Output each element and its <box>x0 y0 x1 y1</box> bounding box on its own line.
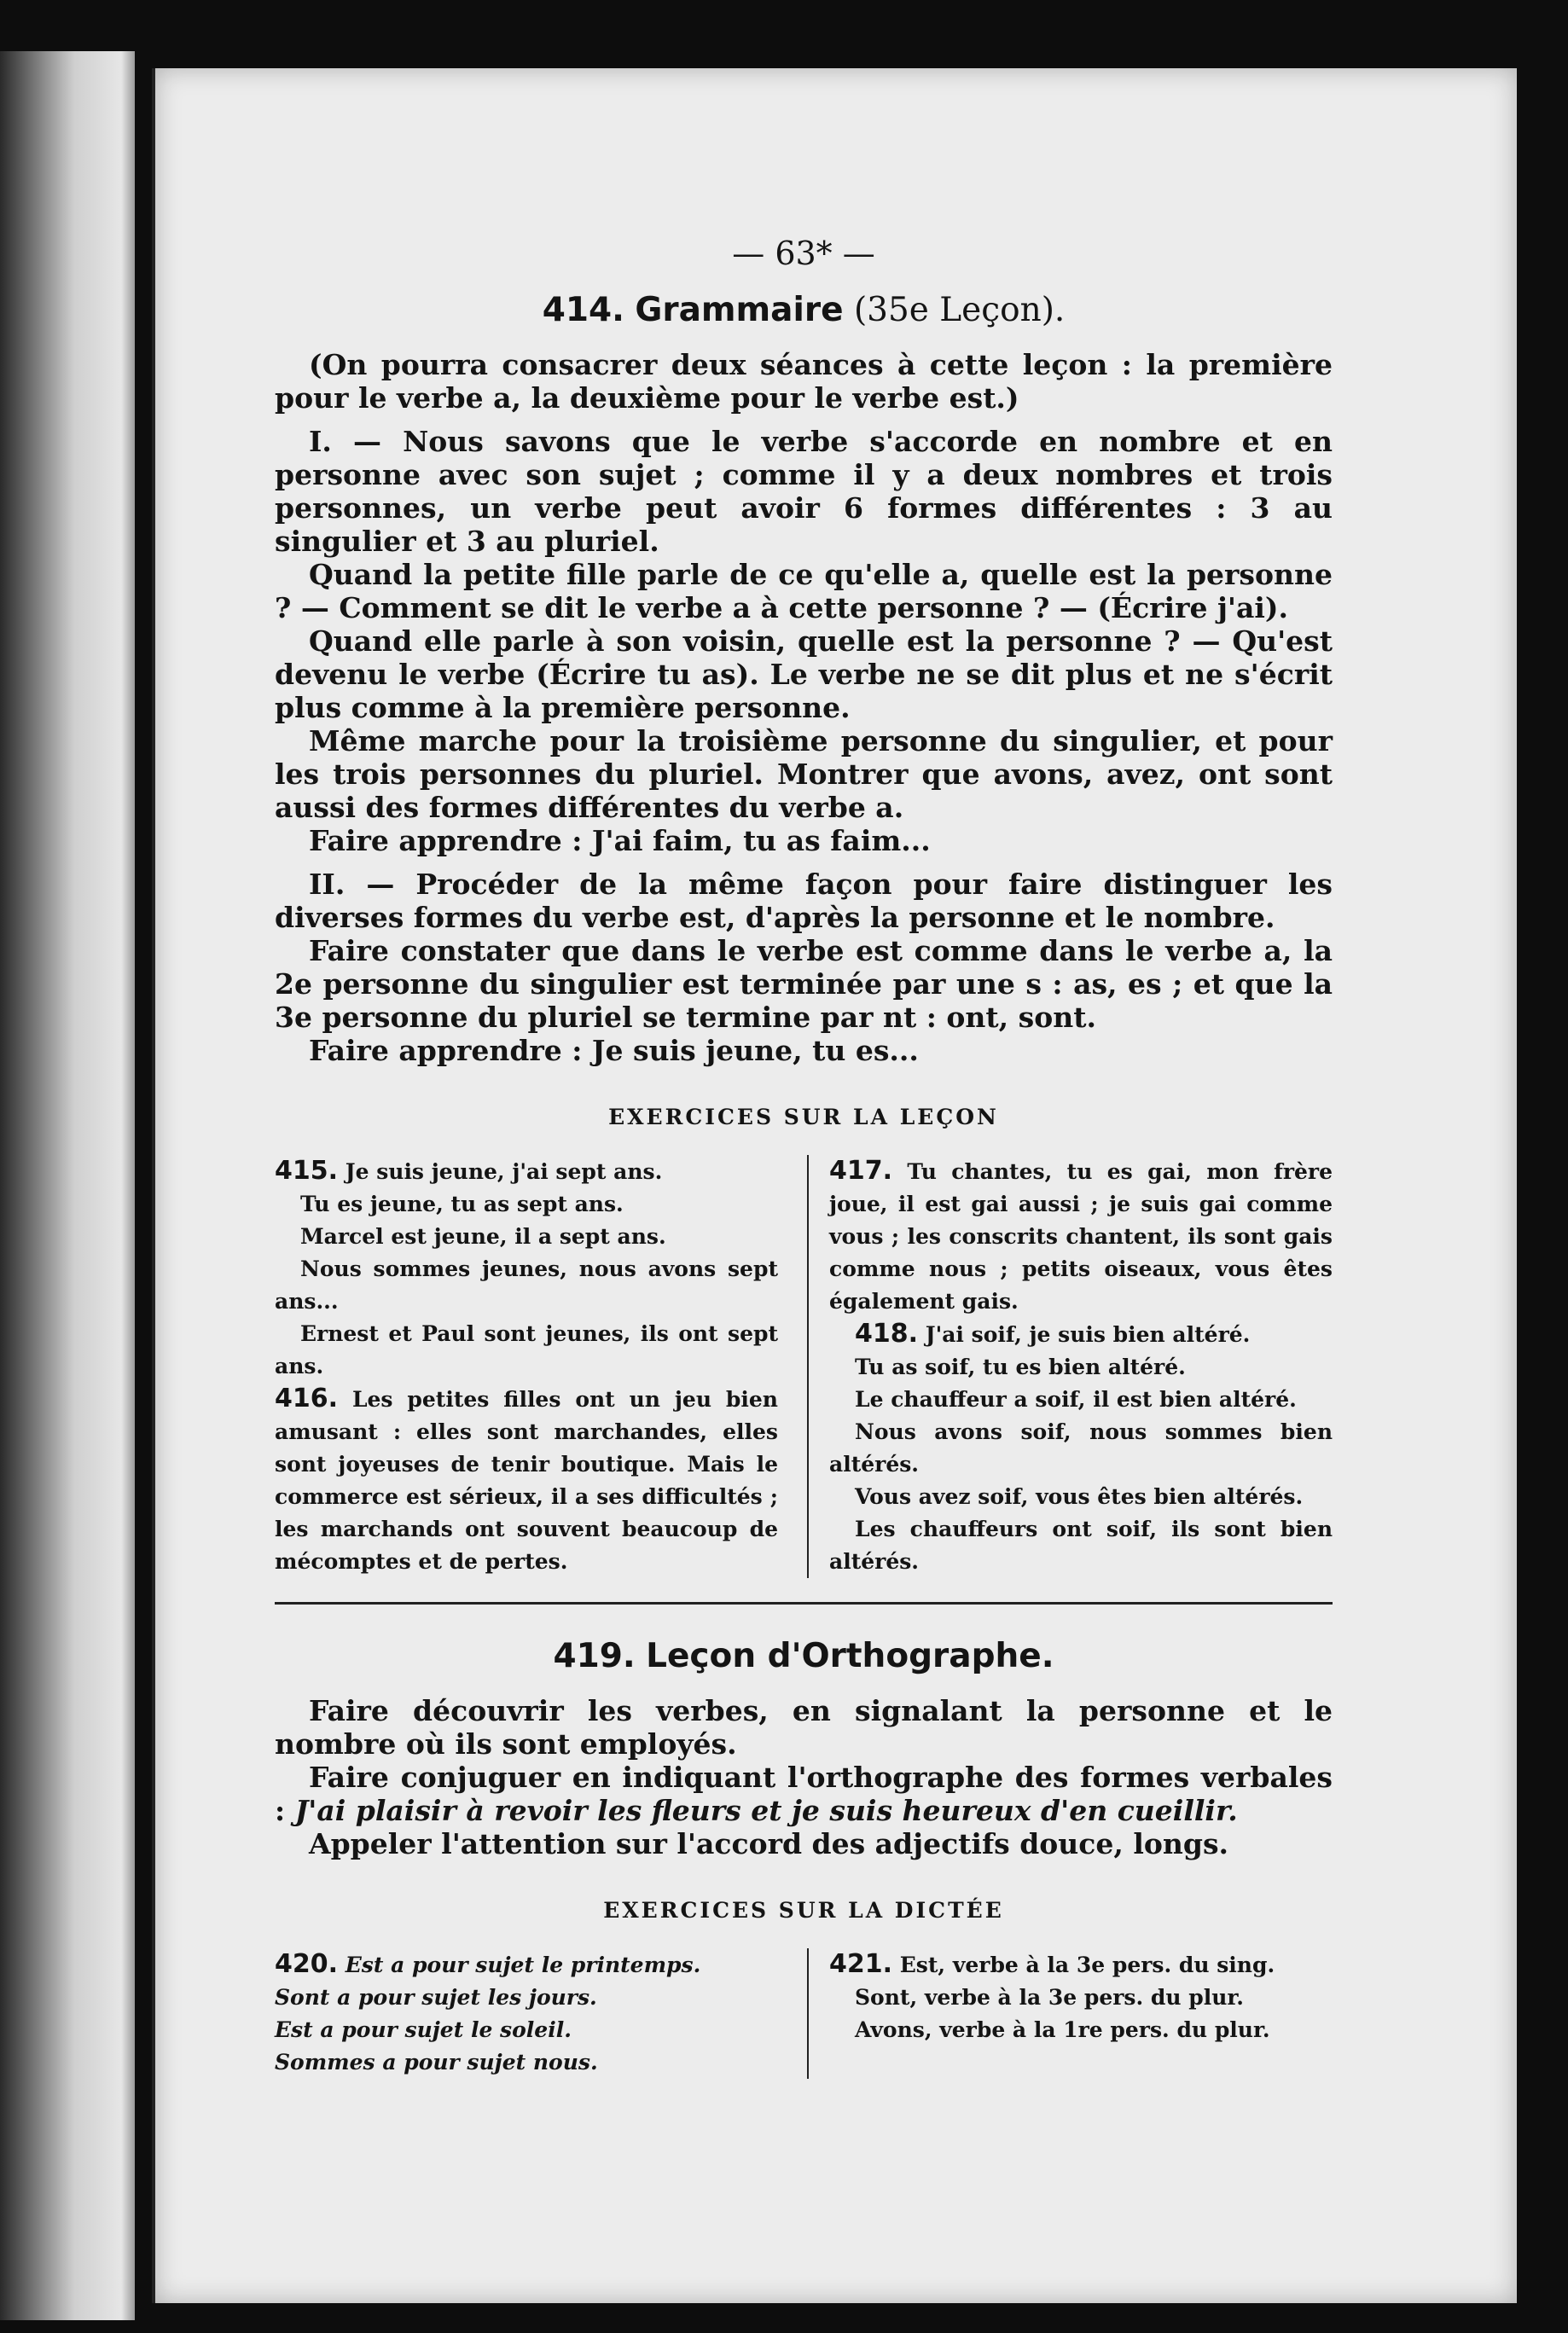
exercise-418-line: Tu as soif, tu es bien altéré. <box>855 1355 1186 1379</box>
exercises-right-column <box>807 1155 1333 1578</box>
section-419-title: Leçon d'Orthographe. <box>646 1637 1054 1675</box>
exercise-417-text: Tu chantes, tu es gai, mon frère joue, il est gai aussi ; je suis gai comme vous ; les conscrits chantent, ils sont gais comme nous ; petits oiseaux, vous êtes également gais. <box>829 1159 1333 1314</box>
exercise-416 <box>275 1383 778 1578</box>
part1-paragraph-2: Quand la petite fille parle de ce qu'elle a, quelle est la personne ? — Comment se dit le verbe a à cette personne ? — (Écrire j'ai). <box>275 558 1333 624</box>
exercise-416-number: 416. <box>275 1384 339 1413</box>
exercise-420-line: Est a pour sujet le soleil. <box>275 2017 572 2042</box>
exercise-417 <box>829 1155 1333 1318</box>
section-414-note: (On pourra consacrer deux séances à cette leçon : la première pour le verbe a, la deuxième pour le verbe est.) <box>275 348 1333 415</box>
exercise-415 <box>275 1155 778 1383</box>
exercise-415-line: Marcel est jeune, il a sept ans. <box>300 1224 666 1249</box>
exercise-417-number: 417. <box>829 1156 893 1186</box>
exercise-415-number: 415. <box>275 1156 339 1186</box>
exercise-418-line: J'ai soif, je suis bien altéré. <box>925 1322 1251 1347</box>
exercise-415-line: Ernest et Paul sont jeunes, ils ont sept ans. <box>275 1321 778 1378</box>
part2-paragraph-2: Faire constater que dans le verbe est comme dans le verbe a, la 2e personne du singulier est terminée par une s : as, es ; et que la 3e personne du pluriel se termine par nt : ont, sont. <box>275 934 1333 1034</box>
exercise-418-line: Le chauffeur a soif, il est bien altéré. <box>855 1387 1297 1412</box>
exercises-lesson-title: EXERCICES SUR LA LEÇON <box>608 1105 999 1129</box>
exercises-lesson-columns <box>275 1155 1333 1578</box>
facing-page-edge <box>0 51 135 2320</box>
part2-paragraph-1: II. — Procéder de la même façon pour faire distinguer les diverses formes du verbe est, d'après la personne et le nombre. <box>275 868 1333 934</box>
section-divider <box>275 1602 1333 1605</box>
exercise-415-line: Je suis jeune, j'ai sept ans. <box>345 1159 663 1184</box>
exercise-418 <box>829 1318 1333 1578</box>
exercise-421-line: Sont, verbe à la 3e pers. du plur. <box>855 1985 1244 2010</box>
section-419-heading <box>275 1637 1333 1675</box>
part2-paragraph-3: Faire apprendre : Je suis jeune, tu es... <box>309 1034 919 1067</box>
exercise-421-line: Avons, verbe à la 1re pers. du plur. <box>855 2017 1270 2042</box>
exercise-420-line: Est a pour sujet le printemps. <box>345 1953 701 1977</box>
section-419-p2-example: J'ai plaisir à revoir les fleurs et je suis heureux d'en cueillir. <box>294 1794 1238 1827</box>
section-414-heading <box>275 291 1333 329</box>
exercises-dictee-title: EXERCICES SUR LA DICTÉE <box>603 1898 1004 1923</box>
exercise-420-number: 420. <box>275 1949 339 1979</box>
exercise-415-line: Nous sommes jeunes, nous avons sept ans... <box>275 1256 778 1314</box>
section-419-number: 419. <box>553 1637 636 1675</box>
exercise-420 <box>275 1948 778 2079</box>
section-419-paragraph-2 <box>275 1761 1333 1827</box>
part1-paragraph-1: I. — Nous savons que le verbe s'accorde en nombre et en personne avec son sujet ; comme il y a deux nombres et trois personnes, un verbe peut avoir 6 formes différentes : 3 au singulier et 3 au pluriel. <box>275 425 1333 558</box>
exercises-left-column <box>275 1155 778 1578</box>
exercise-418-line: Les chauffeurs ont soif, ils sont bien altérés. <box>829 1517 1333 1574</box>
part1-paragraph-5: Faire apprendre : J'ai faim, tu as faim... <box>309 824 931 857</box>
section-414-title: Grammaire <box>635 291 844 329</box>
page-content <box>275 235 1333 2079</box>
exercise-420-line: Sommes a pour sujet nous. <box>275 2050 598 2075</box>
exercise-421-line: Est, verbe à la 3e pers. du sing. <box>899 1953 1275 1977</box>
exercise-418-line: Vous avez soif, vous êtes bien altérés. <box>855 1484 1304 1509</box>
dictee-left-column <box>275 1948 778 2079</box>
section-414-subtitle: (35e Leçon). <box>853 291 1066 329</box>
exercise-421-number: 421. <box>829 1949 893 1979</box>
exercise-418-line: Nous avons soif, nous sommes bien altérés. <box>829 1419 1333 1477</box>
exercise-420-line: Sont a pour sujet les jours. <box>275 1985 597 2010</box>
page-number: — 63* — <box>732 235 875 272</box>
exercises-dictee-columns <box>275 1948 1333 2079</box>
book-page <box>152 68 1517 2303</box>
section-414-number: 414. <box>542 291 624 329</box>
dictee-right-column <box>807 1948 1333 2079</box>
section-419-paragraph-3: Appeler l'attention sur l'accord des adjectifs douce, longs. <box>309 1827 1229 1860</box>
exercise-418-number: 418. <box>855 1319 919 1349</box>
section-419-p2-intro: Faire conjuguer en indiquant l'orthographe des formes verbales : <box>275 1761 1333 1827</box>
part1-paragraph-4: Même marche pour la troisième personne du singulier, et pour les trois personnes du pluriel. Montrer que avons, avez, ont sont aussi des formes différentes du verbe a. <box>275 724 1333 824</box>
part1-paragraph-3: Quand elle parle à son voisin, quelle est la personne ? — Qu'est devenu le verbe (Écrire tu as). Le verbe ne se dit plus et ne s'écrit plus comme à la première personne. <box>275 624 1333 724</box>
exercise-416-text: Les petites filles ont un jeu bien amusant : elles sont marchandes, elles sont joyeuses de tenir boutique. Mais le commerce est sérieux, il a ses difficultés ; les marchands ont souvent beaucoup de mécomptes et de pertes. <box>275 1387 778 1574</box>
exercise-421 <box>829 1948 1333 2046</box>
section-419-paragraph-1: Faire découvrir les verbes, en signalant la personne et le nombre où ils sont employés. <box>275 1694 1333 1761</box>
exercise-415-line: Tu es jeune, tu as sept ans. <box>300 1192 624 1216</box>
